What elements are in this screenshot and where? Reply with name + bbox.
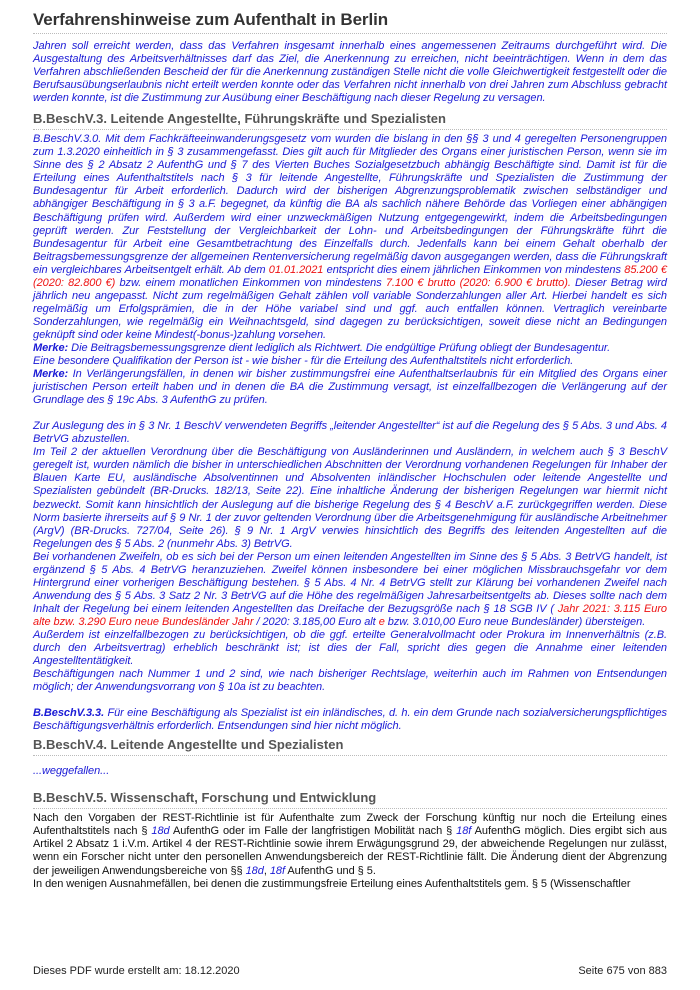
section-4-removed: ...weggefallen... <box>33 765 110 778</box>
rest-text-a: Nach den Vorgaben der REST-Richtlinie ist für Aufenthalte zum Zweck der Forschung künftig nur noch die Erteilung eines Aufenthaltstitels nach § <box>33 812 667 838</box>
label-3-3: B.BeschV.3.3. <box>33 707 105 720</box>
annual-amount: 85.200 € (2020: 82.800 €) <box>33 263 667 289</box>
section-3-body <box>33 133 667 733</box>
merke-text-2: In Verlängerungsfällen, in denen wir bisher zustimmungsfrei eine Aufenthaltserlaubnis für ein Mitglied des Organs einer juristischen Person erteilt haben und in denen die BA die Zustimmung versagt, ist einzelfallbezogen die Verlängerung auf der Grundlage des § 19c Abs. 3 AufenthG zu prüfen. <box>33 368 667 407</box>
monthly-amount: 7.100 € brutto (2020: 6.900 € brutto). <box>385 276 571 289</box>
section-heading-3: B.BeschV.3. Leitende Angestellte, Führungskräfte und Spezialisten <box>33 111 667 130</box>
date-2021: 01.01.2021 <box>268 263 324 276</box>
zweifel-text-c: bzw. 3.010,00 Euro neue Bundesländer) übersteigen. <box>384 615 646 628</box>
merke-label: Merke: <box>33 368 69 381</box>
amount-2021-red: Jahr 2021: 3.115 Euro alte bzw. 3.290 Euro neue Bundesländer Jahr <box>33 602 668 628</box>
zweifel-text-b: / 2020: 3.185,00 Euro alt <box>253 615 379 628</box>
p3-0-text-b: entspricht dies einem jährlichen Einkommen von mindestens <box>323 263 625 276</box>
rest-text-e: AufenthG und § 5. <box>284 864 376 877</box>
p3-0-text-d: Dieser Betrag wird jährlich neu angepasst. Nicht zum regelmäßigen Gehalt zählen voll variable Sonderzahlungen aller Art. Hierbei handelt es sich regelmäßig um Erfolgsprämien, die in der Höhe variabel sind und ggf. auch entfallen können. Vertraglich vereinbarte Sonderzahlungen, wie regelmäßig ein Weihnachtsgeld, sind dagegen zu berücksichtigen, soweit diese nicht an Bedingungen geknüpft sind oder keine Mindest(-bonus-)zahlung vorsehen. <box>33 276 667 341</box>
document-page <box>33 10 667 891</box>
footer-page-number: Seite 675 von 883 <box>578 965 667 977</box>
paragraph-entsendungen: Beschäftigungen nach Nummer 1 und 2 sind, wie nach bisheriger Rechtslage, weiterhin auch im Rahmen von Entsendungen möglich; der Anwendungsvorrang von § 10a ist zu beachten. <box>33 668 667 694</box>
link-18d-2[interactable]: 18d <box>245 864 264 877</box>
section-heading-4: B.BeschV.4. Leitende Angestellte und Spezialisten <box>33 737 667 756</box>
paragraph-3-3 <box>33 707 667 733</box>
merke-note-1 <box>33 342 667 355</box>
paragraph-zweifel <box>33 551 667 629</box>
page-title: Verfahrenshinweise zum Aufenthalt in Berlin <box>33 10 667 34</box>
paragraph-ausnahmefaelle: In den wenigen Ausnahmefällen, bei denen die zustimmungsfreie Erteilung eines Aufenthaltstitels gem. § 5 (Wissenschaftler <box>33 877 631 890</box>
paragraph-generalvollmacht: Außerdem ist einzelfallbezogen zu berücksichtigen, ob die ggf. erteilte Generalvollmacht oder Prokura im Innenverhältnis (z.B. durch den Arbeitsvertrag) erheblich beschränkt ist; ist dies der Fall, spricht dies gegen die Annahme einer leitenden Angestelltentätigkeit. <box>33 628 667 668</box>
link-18f-2[interactable]: 18f <box>269 864 285 877</box>
footer-created-date: Dieses PDF wurde erstellt am: 18.12.2020 <box>33 965 240 977</box>
paragraph-3-0 <box>33 133 667 342</box>
link-18f[interactable]: 18f <box>456 825 472 838</box>
intro-paragraph: Jahren soll erreicht werden, dass das Verfahren insgesamt innerhalb eines angemessenen Zeitraums durchgeführt wird. Die Ausgestaltung des Arbeitsverhältnisses darf das Ziel, die Anerkennung zu erreichen, nicht beeinträchtigen. Wenn in dem das Verfahren abschließenden Bescheid der für die Anerkennung zuständigen Stelle nicht die volle Gleichwertigkeit festgestellt oder die Berufsausübungserlaubnis nicht erteilt werden konnte oder das Verfahren nicht innerhalb von drei Jahren zum Abschluss gebracht werden konnte, ist die Zustimmung zur Ausübung einer Beschäftigung nach dieser Regelung zu versagen. <box>33 40 667 105</box>
rest-text-c: AufenthG möglich. Dies ergibt sich aus Artikel 2 Absatz 1 i.V.m. Artikel 4 der REST-Richtlinie sowie ihrem Erwägungsgrund 29, der abweichende Regelungen nur zulässt, wenn ein Forscher nicht unter den personellen Anwendungsbereich der REST-Richtlinie fällt. Die Änderung dient der Abgrenzung der jeweiligen Anwendungsbereiche von §§ <box>33 825 668 877</box>
merke-note-2 <box>33 368 667 407</box>
p3-0-text-c: bzw. einem monatlichen Einkommen von mindestens <box>115 276 386 289</box>
red-letter: e <box>378 615 385 628</box>
paragraph-teil-2: Im Teil 2 der aktuellen Verordnung über die Beschäftigung von Ausländerinnen und Ausländern, in welchem auch § 3 BeschV geregelt ist, wurden nämlich die bisher in unterschiedlichen Abschnitten der Verordnung vorhandenen Regelungen für Inhaber der Blauen Karte EU, ausländische Absolventinnen und Absolventen inländischer Hochschulen oder leitende Angestellte und Spezialisten gebündelt (BR-Drucks. 182/13, Seite 22). Eine inhaltliche Änderung der bisherigen Regelungen war hiermit nicht bezweckt. Somit kann hinsichtlich der Auslegung auf die bisherige Regelung des § 4 BeschV a.F. zurückgegriffen werden. Diese Norm basierte ihrerseits auf § 9 Nr. 1 der zuvor geltenden Verordnung über die Arbeitsgenehmigung für ausländische Arbeitnehmer (ArgV) (BR-Drucks. 727/04, Seite 26). § 9 Nr. 1 ArgV verwies hinsichtlich des Begriffs des leitenden Angestellten auf die Regelungen des § 5 Abs. 2 (nunmehr Abs. 3) BetrVG. <box>33 446 667 550</box>
merke-text-1: Die Beitragsbemessungsgrenze dient lediglich als Richtwert. Die endgültige Prüfung obliegt der Bundesagentur. <box>68 341 611 354</box>
rest-text-d: , <box>263 864 270 877</box>
zweifel-text-a: Bei vorhandenen Zweifeln, ob es sich bei der Person um einen leitenden Angestellten im Sinne des § 5 Abs. 3 BetrVG handelt, ist ergänzend § 5 Abs. 4 BetrVG heranzuziehen. Zweifel können insbesondere bei einer möglichen Missbrauchsgefahr vor dem Hintergrund einer vorherigen Beschäftigung bestehen. § 5 Abs. 4 Nr. 4 BetrVG stellt zur Klärung bei vorhandenen Zweifel nach Anwendung des § 5 Abs. 3 Satz 2 Nr. 3 BetrVG auf die Höhe des regelmäßigen Jahresarbeitsentgelts ab. Dieses sollte nach dem Inhalt der Regelung bei einem leitenden Angestellten das Dreifache der Bezugsgröße nach § 18 SGB IV ( <box>33 550 667 615</box>
paragraph-qualification: Eine besondere Qualifikation der Person ist - wie bisher - für die Erteilung des Aufenthaltstitels nicht erforderlich. <box>33 355 574 368</box>
rest-text-b: AufenthG oder im Falle der langfristigen Mobilität nach § <box>169 825 457 838</box>
paragraph-auslegung: Zur Auslegung des in § 3 Nr. 1 BeschV verwendeten Begriffs „leitender Angestellter“ ist auf die Regelung des § 5 Abs. 3 und Abs. 4 BetrVG abzustellen. <box>33 420 667 446</box>
link-18d[interactable]: 18d <box>151 825 170 838</box>
paragraph-rest-richtlinie <box>33 812 667 877</box>
section-heading-5: B.BeschV.5. Wissenschaft, Forschung und Entwicklung <box>33 790 667 809</box>
text-3-3: Für eine Beschäftigung als Spezialist ist ein inländisches, d. h. ein dem Grunde nach sozialversicherungspflichtiges Beschäftigungsverhältnis erforderlich. Entsendungen sind hier nicht möglich. <box>33 707 667 733</box>
merke-label: Merke: <box>33 341 69 354</box>
p3-0-text: B.BeschV.3.0. Mit dem Fachkräfteeinwanderungsgesetz vom wurden die bislang in den §§ 3 und 4 geregelten Personengruppen zum 1.3.2020 einheitlich in § 3 zusammengefasst. Dies gilt auch für Mitglieder des Organs einer juristischen Person, wenn sie im Sinne des § 2 Absatz 2 AufenthG und § 7 des Vierten Buches Sozialgesetzbuch abhängig Beschäftigte sind. Damit ist für die Erteilung eines Aufenthaltstitels nach § 3 für leitende Angestellte, Führungskräfte und Spezialisten die Zustimmung der Bundesagentur für Arbeit erforderlich. Dadurch wird der bisherigen Abgrenzungsproblematik zwischen selbständiger und abhängiger Beschäftigung in § 3 a.F. begegnet, da künftig die BA als sachlich nähere Behörde das Vorliegen einer abhängigen Beschäftigung prüfen wird. Außerdem wird einer unzweckmäßigen Nutzung entgegengewirkt, indem die Arbeitsbedingungen geprüft werden. Zur Feststellung der Vergleichbarkeit der Lohn- und Arbeitsbedingungen der Führungskräfte führt die Bundesagentur für Arbeit eine Gesamtbetrachtung des Einzelfalls durch. Jedenfalls kann bei einem Gehalt oberhalb der Beitragsbemessungsgrenze der allgemeinen Rentenversicherung regelmäßig davon ausgegangen werden, dass die Führungskraft ein vergleichbares Arbeitsentgelt erhält. Ab dem <box>33 133 667 276</box>
section-5-body <box>33 812 667 890</box>
